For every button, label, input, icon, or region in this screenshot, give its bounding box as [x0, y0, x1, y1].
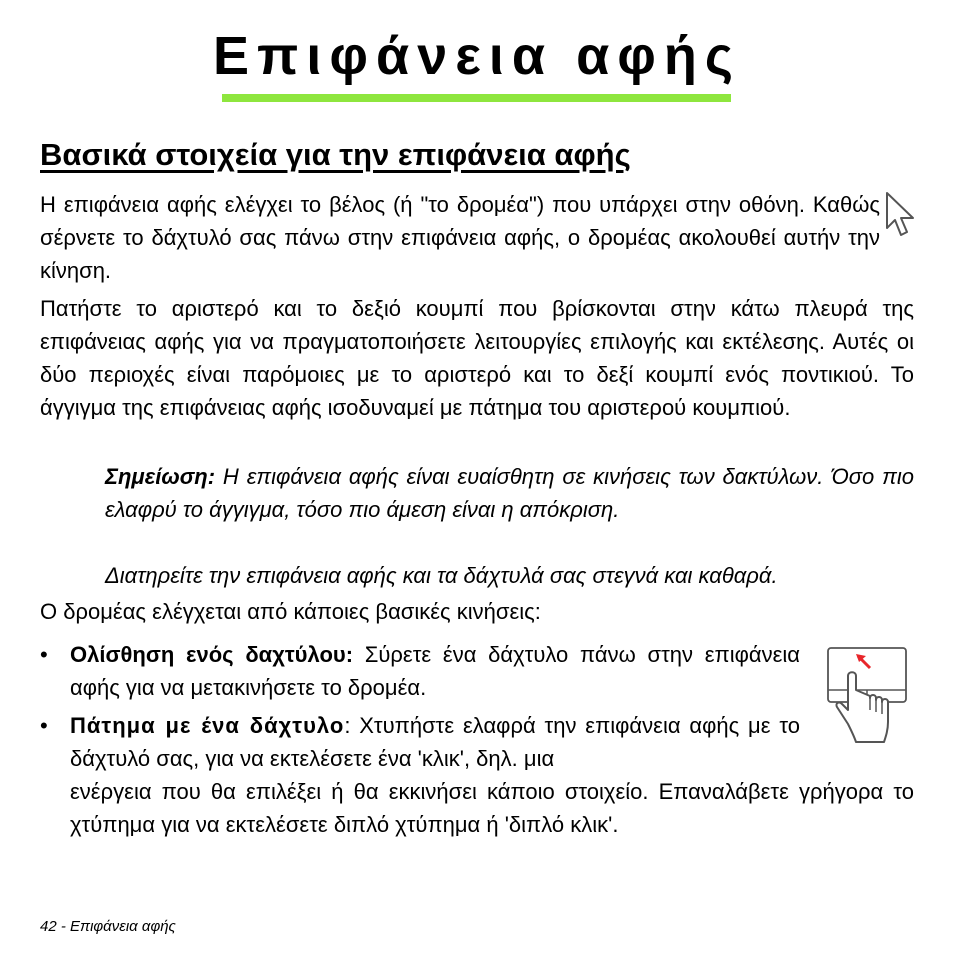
paragraph-cursor-intro: Η επιφάνεια αφής ελέγχει το βέλος (ή "το δρομέα") που υπάρχει στην οθόνη. Καθώς σέρνετε το δάχτυλό σας πάνω στην επιφάνεια αφής, ο δρομέας ακολουθεί αυτήν την κίνηση. — [40, 192, 880, 283]
list-item-single-finger-slide — [70, 638, 800, 704]
bullet-text: : Χτυπήστε ελαφρά την επιφάνεια αφής με το δάχτυλό σας, για να εκτελέσετε ένα 'κλικ', δηλ. μια — [70, 713, 800, 771]
title-underline-bar — [222, 94, 731, 102]
paragraph-gestures-intro: Ο δρομέας ελέγχεται από κάποιες βασικές κινήσεις: — [40, 599, 541, 624]
note-keep-dry: Διατηρείτε την επιφάνεια αφής και τα δάχτυλά σας στεγνά και καθαρά. — [105, 563, 778, 588]
bullet-first-lines — [70, 709, 800, 775]
bullet-text: Σύρετε ένα δάχτυλο πάνω στην επιφάνεια αφής για να μετακινήσετε το δρομέα. — [70, 642, 800, 700]
list-item-single-finger-tap — [70, 709, 914, 841]
bullet-marker: • — [40, 713, 48, 738]
mouse-pointer-arrow-icon — [884, 191, 918, 243]
page-footer: 42 - Επιφάνεια αφής — [40, 918, 176, 935]
bullet-text-continued: ενέργεια που θα επιλέξει ή θα εκκινήσει κάποιο στοιχείο. Επαναλάβετε γρήγορα το χτύπημα για να εκτελέσετε διπλό χτύπημα ή 'διπλό κλικ'. — [70, 779, 914, 837]
page-title: Επιφάνεια αφής — [213, 26, 741, 86]
note-text: Η επιφάνεια αφής είναι ευαίσθητη σε κινήσεις των δακτύλων. Όσο πιο ελαφρύ το άγγιγμα, τόσο πιο άμεση είναι η απόκριση. — [105, 464, 914, 522]
bullet-term: Πάτημα με ένα δάχτυλο — [70, 713, 345, 738]
note-label: Σημείωση: — [105, 464, 216, 489]
note-block — [105, 460, 914, 526]
bullet-term: Ολίσθηση ενός δαχτύλου: — [70, 642, 354, 667]
section-heading: Βασικά στοιχεία για την επιφάνεια αφής — [40, 137, 631, 172]
bullet-marker: • — [40, 642, 48, 667]
paragraph-buttons: Πατήστε το αριστερό και το δεξιό κουμπί που βρίσκονται στην κάτω πλευρά της επιφάνειας αφής για να πραγματοποιήσετε λειτουργίες επιλογής και εκτέλεσης. Αυτές οι δύο περιοχές είναι παρόμοιες με το αριστερό και το δεξί κουμπί ενός ποντικιού. Το άγγιγμα της επιφάνειας αφής ισοδυναμεί με πάτημα του αριστερού κουμπιού. — [40, 296, 914, 420]
